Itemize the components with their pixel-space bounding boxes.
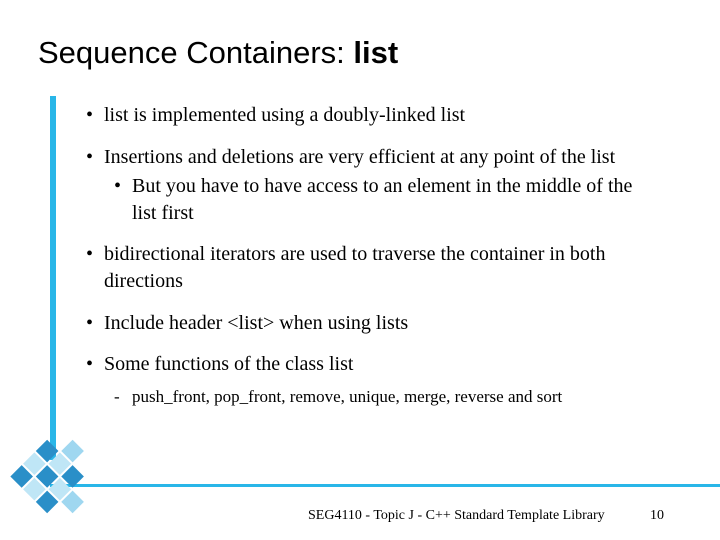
bullet-text: Include header <list> when using lists [104, 312, 409, 334]
bullet-text: Insertions and deletions are very efficient at any point of the list [104, 146, 616, 168]
dash-marker: - [114, 387, 120, 406]
decorative-tile-pattern [0, 420, 110, 540]
slide-title [38, 33, 398, 73]
page-number: 10 [650, 508, 664, 523]
bullet-text: bidirectional iterators are used to traverse the container in both [104, 243, 606, 265]
bullet-dot: • [86, 312, 94, 334]
accent-vertical-rule [50, 96, 56, 460]
bullet-dot: • [114, 175, 122, 197]
bullet-text-continued: directions [104, 270, 183, 292]
bullet-text: list is implemented using a doubly-linked list [104, 104, 466, 126]
bullet-dot: • [86, 104, 94, 126]
bullet-dot: • [86, 353, 94, 375]
bullet-text-continued: list first [132, 202, 194, 224]
bullet-dot: • [86, 243, 94, 265]
footer-text: SEG4110 - Topic J - C++ Standard Template Library [308, 508, 605, 523]
bullet-text: But you have to have access to an element in the middle of the [132, 175, 633, 197]
bullet-dot: • [86, 146, 94, 168]
title-keyword: list [353, 35, 399, 70]
accent-horizontal-rule [50, 484, 720, 487]
function-list-text: push_front, pop_front, remove, unique, merge, reverse and sort [132, 387, 563, 406]
bullet-text: Some functions of the class list [104, 353, 354, 375]
title-prefix: Sequence Containers: [38, 35, 354, 70]
